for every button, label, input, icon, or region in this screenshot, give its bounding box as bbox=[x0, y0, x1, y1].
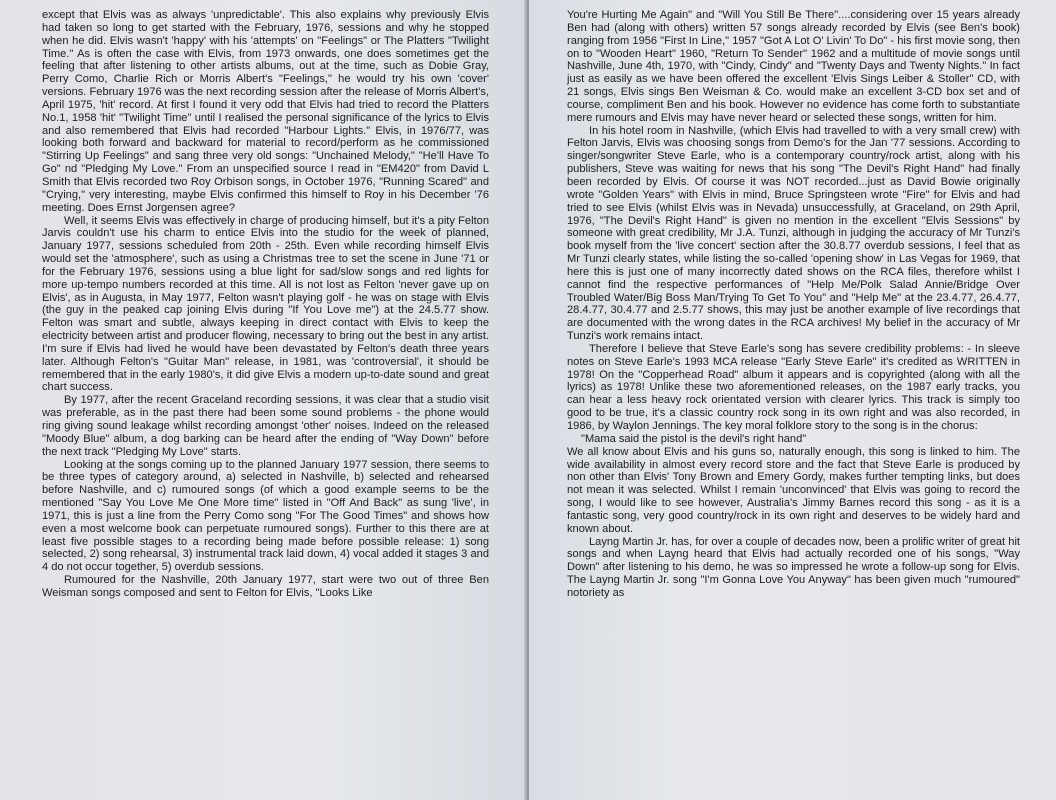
right-page-text bbox=[567, 9, 1020, 600]
paragraph: Therefore I believe that Steve Earle's song has severe credibility problems: - In sleeve notes on Steve Earle's 1993 MCA release "Early Steve Earle" it's credited as WRITTEN in 1978! On the "Copperhead Road" album it appears and is copyrighted (along with all the lyrics) as 1978! Unlike these two aforementioned releases, on the 1987 early tracks, you can hear a less heavy rock orientated version with clearer lyrics. This track is simply too good to be true, it's a classic country rock song in its own right and was also recorded, in 1986, by Waylon Jennings. The key moral folklore story to the song is in the chorus: bbox=[567, 342, 1020, 432]
paragraph: Rumoured for the Nashville, 20th January 1977, start were two out of three Ben Weisman songs composed and sent to Felton for Elvis, "Looks Like bbox=[42, 574, 489, 599]
paragraph: You're Hurting Me Again" and "Will You Still Be There"....considering over 15 years already Ben had (along with others) written 57 songs already recorded by Elvis (see Ben's book) ranging from 1956 "First In Line," 1957 "Got A Lot O' Livin' To Do" - his first movie song, then on to "Wooden Heart" 1960, "Return To Sender" 1962 and a multitude of movie songs until Nashville, June 4th, 1970, with "Cindy, Cindy" and "Twenty Days and Twenty Nights." In fact just as easily as we have been offered the excellent 'Elvis Sings Leiber & Stoller" CD, with 21 songs, Elvis sings Ben Weisman & Co. would make an excellent 3-CD box set and of course, compliment Ben and his book. However no evidence has come forth to substantiate mere rumours and Elvis may have never heard or selected these songs, written for him. bbox=[567, 9, 1020, 124]
left-page-text bbox=[42, 9, 489, 600]
left-page bbox=[0, 0, 527, 800]
paragraph: In his hotel room in Nashville, (which Elvis had travelled to with a very small crew) with Felton Jarvis, Elvis was choosing songs from Demo's for the Jan '77 sessions. According to singer/songwriter Steve Earle, who is a contemporary country/rock artist, along with his publishers, Steve was waiting for news that his song "The Devil's Right Hand" had finally been recorded by Elvis. Of course it was NOT recorded...just as David Bowie originally wrote "Golden Years" with Elvis in mind, Bruce Springsteen wrote "Fire" for Elvis and had tried to see Elvis (whilst Elvis was in Nevada) unsuccessfully, at Graceland, on 29th April, 1976, "The Devil's Right Hand" is given no mention in the excellent "Elvis Sessions" by someone with great credibility, Mr J.A. Tunzi, although in judging the accuracy of Mr Tunzi's book myself from the 'live concert' section after the 30.8.77 overdub sessions, I feel that as Mr Tunzi clearly states, while listing the so-called 'opening show' in Las Vegas for 1969, that here this is just one of many incorrectly dated shows on the RCA files, therefore whilst I cannot find the respective performances of "Help Me/Polk Salad Annie/Bridge Over Troubled Water/Big Boss Man/Trying To Get To You" and "Help Me" at the 23.4.77, 26.4.77, 28.4.77, 30.4.77 and 2.5.77 shows, this may just be another example of live recordings that are documented with the wrong dates in the RCA archives! My belief in the accuracy of Mr Tunzi's work remains intact. bbox=[567, 124, 1020, 343]
paragraph: By 1977, after the recent Graceland recording sessions, it was clear that a studio visit was preferable, as in the past there had been some sound problems - the phone would ring giving sound leakage whilst recording amongst 'other' noises. Indeed on the released "Moody Blue" album, a dog barking can be heard after the ending of "Way Down" before the next track "Pledging My Love" starts. bbox=[42, 394, 489, 458]
paragraph: Looking at the songs coming up to the planned January 1977 session, there seems to be three types of category around, a) selected in Nashville, b) selected and rehearsed before Nashville, and c) rumoured songs (of which a good example seems to be the mentioned "Say You Love Me One More time" listed in "Off And Back" as sung 'live', in 1971, this is just a line from the Perry Como song "For The Good Times" and shows how even a most welcome book can perpetuate rumoured songs). Further to this there are at least five possible stages to a recording being made before possible release: 1) song selected, 2) song rehearsal, 3) instrumental track laid down, 4) vocal added it stages 3 and 4 do not occur together, 5) overdub sessions. bbox=[42, 458, 489, 574]
paragraph: Layng Martin Jr. has, for over a couple of decades now, been a prolific writer of great hit songs and when Layng heard that Elvis had actually recorded one of his songs, "Way Down" after listening to his demo, he was so impressed he wrote a follow-up song for Elvis. The Layng Martin Jr. song "I'm Gonna Love You Anyway" has been given much "rumoured" notoriety as bbox=[567, 535, 1020, 599]
paragraph: We all know about Elvis and his guns so, naturally enough, this song is linked to him. The wide availability in almost every record store and the fact that Steve Earle is produced by non other than Elvis' Tony Brown and Emery Gordy, makes further tempting links, but does not mean it was selected. Whilst I remain 'unconvinced' that Elvis was going to record the song, I would like to see however, Australia's Jimmy Barnes record this song - as it is a fantastic song, very good country/rock in its own right and deserves to be widely hard and known about. bbox=[567, 445, 1020, 535]
right-page bbox=[529, 0, 1056, 800]
paragraph: except that Elvis was as always 'unpredictable'. This also explains why previously Elvis had taken so long to get started with the February, 1976, sessions and why he stopped when he did. Elvis wasn't 'happy' with his 'attempts' on "Feelings" or The Platters "Twilight Time." As is often the case with Elvis, from 1973 onwards, one does sometimes get the feeling that after listening to other artists albums, out at the time, such as Dobie Gray, Perry Como, Charlie Rich or Morris Albert's "Feelings," he would try his own 'cover' versions. February 1976 was the next recording session after the release of Morris Albert's, April 1975, 'hit' record. At first I found it very odd that Elvis had tried to record the Platters No.1, 1958 'hit' "Twilight Time" until I realised the personal significance of the lyrics to Elvis and also remembered that Elvis had recorded "Harbour Lights." Elvis, in 1976/77, was looking both forward and backward for material to record/perform as he commissioned "Stirring Up Feelings" and sang three very old songs: "Unchained Melody," "He'll Have To Go" nd "Pledging My Love." From an unspecified source I read in "EM420" from David L Smith that Elvis recorded two Roy Orbison songs, in October 1976, "Running Scared" and "Crying," very interesting, maybe Elvis confirmed this himself to Roy in his December '76 meeting. Does Ernst Jorgensen agree? bbox=[42, 9, 489, 214]
chorus-quote: "Mama said the pistol is the devil's right hand" bbox=[581, 432, 807, 445]
paragraph: Well, it seems Elvis was effectively in charge of producing himself, but it's a pity Felton Jarvis couldn't use his charm to entice Elvis into the studio for the week of planned, January 1977, sessions scheduled from 20th - 25th. Even while recording himself Elvis would set the 'atmosphere', such as using a Christmas tree to set the scene in June '71 or for the February 1976, sessions using a blue light for sad/slow songs and red lights for more up-tempo numbers recorded at this time. All is not lost as Felton 'never gave up on Elvis', as in Augusta, in May 1977, Felton wasn't playing golf - he was on stage with Elvis (the guy in the peaked cap joining Elvis during "If You Love me") at the 24.5.77 show. Felton was smart and subtle, always keeping in direct contact with Elvis to keep the electricity between artist and producer flowing, necessary to bring out the best in any artist. I'm sure if Elvis had lived he would have been devastated by Felton's death three years later. Although Felton's "Guitar Man" release, in 1981, was 'controversial', it should be remembered that in the early 1980's, it did give Elvis a modern up-to-date sound and great chart success. bbox=[42, 214, 489, 394]
